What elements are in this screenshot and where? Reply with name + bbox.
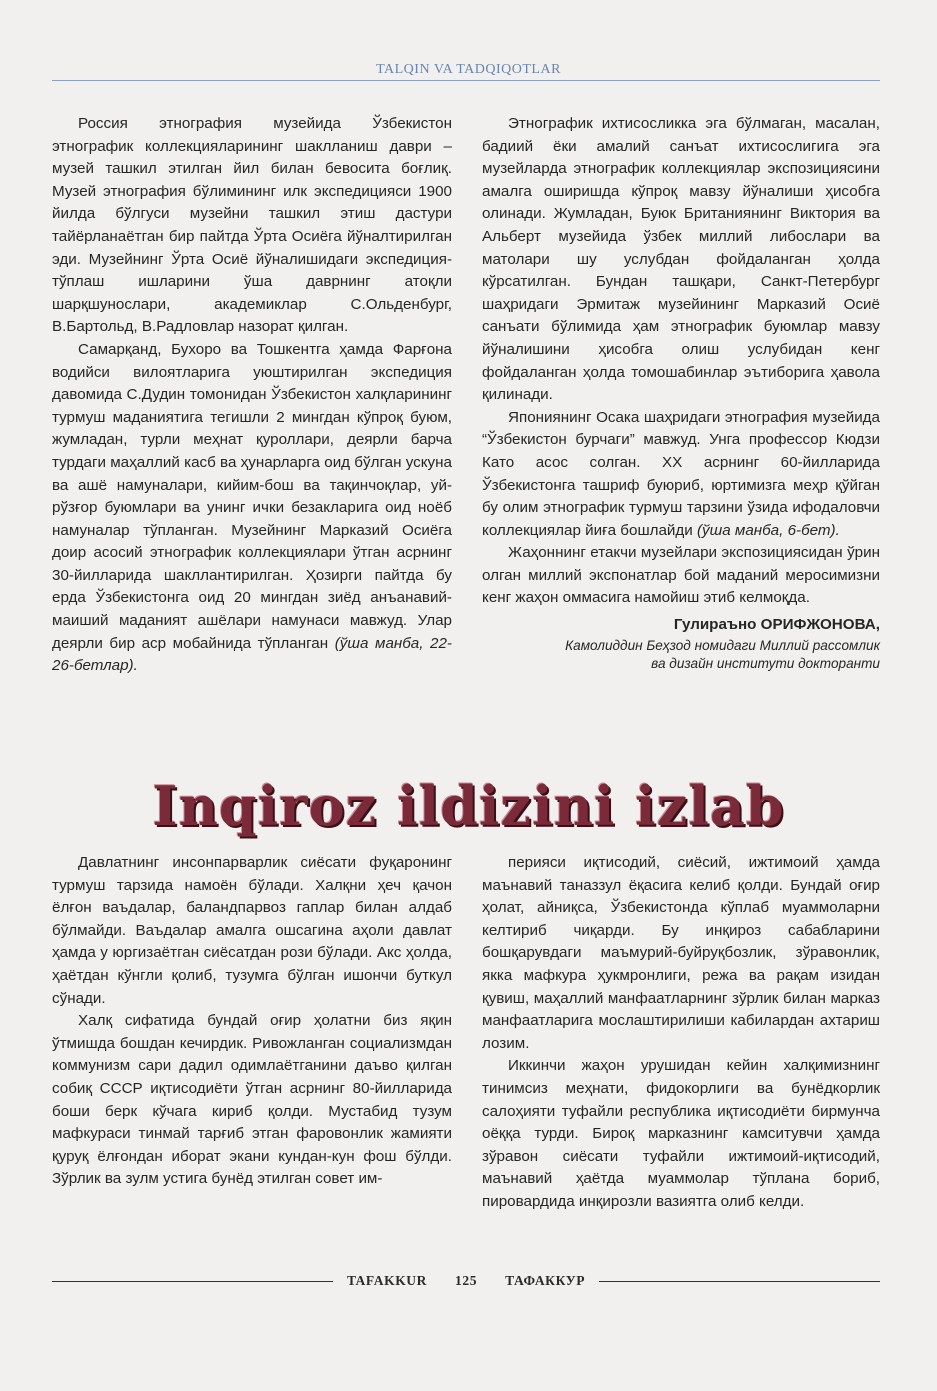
column-top-left [52, 113, 452, 678]
page-number: 125 [455, 1273, 478, 1288]
header-rule [52, 80, 880, 81]
paragraph [482, 407, 880, 543]
paragraph-text: Япониянинг Осака шаҳридаги этнография музейида “Ўзбекистон бурчаги” мавжуд. Унга профессор Кюдзи Като асос солган. XX асрнинг 60-йилларида Ўзбекистонга ташриф буюриб, юртимизга меҳр қўйган бу олим этнографик турмуш тарзини ўзида ифодаловчи коллекциялар йиға бошлайди [482, 408, 880, 539]
column-bottom-right [482, 852, 880, 1214]
author-affiliation-line1: Камолиддин Беҳзод номидаги Миллий рассомлик [565, 637, 880, 653]
paragraph: Жаҳоннинг етакчи музейлари экспозициясидан ўрин олган миллий экспонатлар бой маданий меросимизни кенг жаҳон оммасига намойиш этиб келмоқда. [482, 544, 880, 607]
column-bottom-left [52, 852, 452, 1191]
section-header: TALQIN VA TADQIQOTLAR [376, 62, 561, 77]
paragraph: Халқ сифатида бундай оғир ҳолатни биз яқин ўтмишда бошдан кечирдик. Ривожланган социализмдан коммунизм сари дадил одимлаётганини даъво қилган собиқ СССР иқтисодиёти ўтган асрнинг 80-йилларида боши берк кўчага кириб қолди. Мустабид тузум мафкураси тинмай тарғиб этган фаровонлик жамияти қуруқ ёлғондан иборат экани кундан-кун фош бўлди. Зўрлик ва зулм устига бунёд этилган совет им- [52, 1012, 452, 1188]
footer-rule-left [52, 1281, 333, 1282]
footer-magazine-cyrillic: ТАФАККУР [505, 1273, 586, 1288]
paragraph: Этнографик ихтисосликка эга бўлмаган, масалан, бадиий ёки амалий санъат ихтисослигига эга музейларда этнографик коллекциялар экспозициясини амалга оширишда кўпроқ мавзу йўналиши ҳисобга олинади. Жумладан, Буюк Британиянинг Виктория ва Альберт музейида ўзбек миллий либослари ва матолари шу услубдан фойдаланган ҳолда кўрсатилган. Бундан ташқари, Санкт-Петербург шаҳридаги Эрмитаж музейининг Марказий Осиё санъати бўлимида ҳам этнографик буюмлар мавзу йўналишини ҳисобга олиш услубидан кенг фойдаланган ҳолда томошабинлар эътиборига ҳавола қилинади. [482, 115, 880, 404]
paragraph: Россия этнография музейида Ўзбекистон этнографик коллекцияларининг шаклланиш даври – музей ташкил этилган йил билан бевосита боғлиқ. Музей этнография бўлимининг илк экспедицияси 1900 йилда бўлгуси музейни ташкил этиш дастури тайёрланаётган бир пайтда Ўрта Осиёга йўналтирилган эди. Музейнинг Ўрта Осиё йўналишидаги экспедиция-тўплаш ишларини ўша даврнинг атоқли шарқшунослари, академиклар С.Ольденбург, В.Бартольд, В.Радловлар назорат қилган. [52, 115, 452, 336]
citation: (ўша манба, 22-26-бетлар). [52, 634, 452, 675]
author-name: Гулираъно ОРИФЖОНОВА, [673, 616, 880, 634]
citation: (ўша манба, 6-бет). [697, 521, 840, 539]
paragraph-text: Самарқанд, Бухоро ва Тошкентга ҳамда Фарғона водийси вилоятларига уюштирилган экспедиция давомида С.Дудин томонидан Ўзбекистон халқларининг турмуш маданиятига тегишли 2 мингдан кўпроқ буюм, жумладан, турли меҳнат қуроллари, деярли барча турдаги маҳаллий касб ва ҳунарларга оид бўлган ускуна ва ашё намуналари, кийим-бош ва тақинчоқлар, уй-рўзғор буюмлари ва унинг ички безакларига оид ноёб намуналар тўпланган. Музейнинг Марказий Осиёга доир асосий этнографик коллекциялари ўтган асрнинг 30-йилларида шакллантирилган. Ҳозирги пайтда бу ерда Ўзбекистонга оид 20 мингдан зиёд анъанавий-маиший маданият ашёлари намунаси мавжуд. Улар деярли бир аср мобайнида тўпланган [52, 340, 452, 652]
footer-rule-right [599, 1281, 880, 1282]
page-footer [52, 1271, 880, 1291]
article-title: Inqiroz ildizini izlab [152, 774, 785, 838]
column-top-right [482, 113, 880, 673]
paragraph: перияси иқтисодий, сиёсий, ижтимоий ҳамда маънавий таназзул ёқасига келиб қолди. Бундай оғир ҳолат, айниқса, Ўзбекистонда кўплаб муаммоларни келтириб чиқарди. Бу инқироз сабабларини бошқарувдаги маъмурий-буйруқбозлик, зўравонлик, якка мафкура ҳукмронлиги, режа ва рақам изидан қувиш, маҳаллий манфаатларнинг зўрлик билан марказ манфаатларига мослаштирилиши кабилардан ахтариш лозим. [482, 854, 880, 1052]
author-affiliation-line2: ва дизайн институти докторанти [651, 655, 880, 671]
paragraph [52, 339, 452, 678]
footer-magazine-latin: TAFAKKUR [346, 1273, 427, 1288]
paragraph: Иккинчи жаҳон урушидан кейин халқимизнинг тинимсиз меҳнати, фидокорлиги ва бунёдкорлик салоҳияти туфайли республика иқтисодиёти бирмунча оёққа турди. Бироқ марказнинг камситувчи ҳамда зўравон сиёсати туфайли ижтимоий-иқтисодий, маънавий ҳаётда муаммолар тўплана бориб, пировардида инқирозли вазиятга олиб келди. [482, 1057, 880, 1210]
paragraph: Давлатнинг инсонпарварлик сиёсати фуқаронинг турмуш тарзида намоён бўлади. Халқни ҳеч қачон ёлғон ваъдалар, баландпарвоз гаплар билан алдаб бўлмайди. Ваъдалар амалга ошсагина аҳоли давлат ҳамда у юргизаётган сиёсатдан рози бўлади. Акс ҳолда, ҳаётдан кўнгли қолиб, тузумга бўлган ишончи буткул сўнади. [52, 854, 452, 1007]
